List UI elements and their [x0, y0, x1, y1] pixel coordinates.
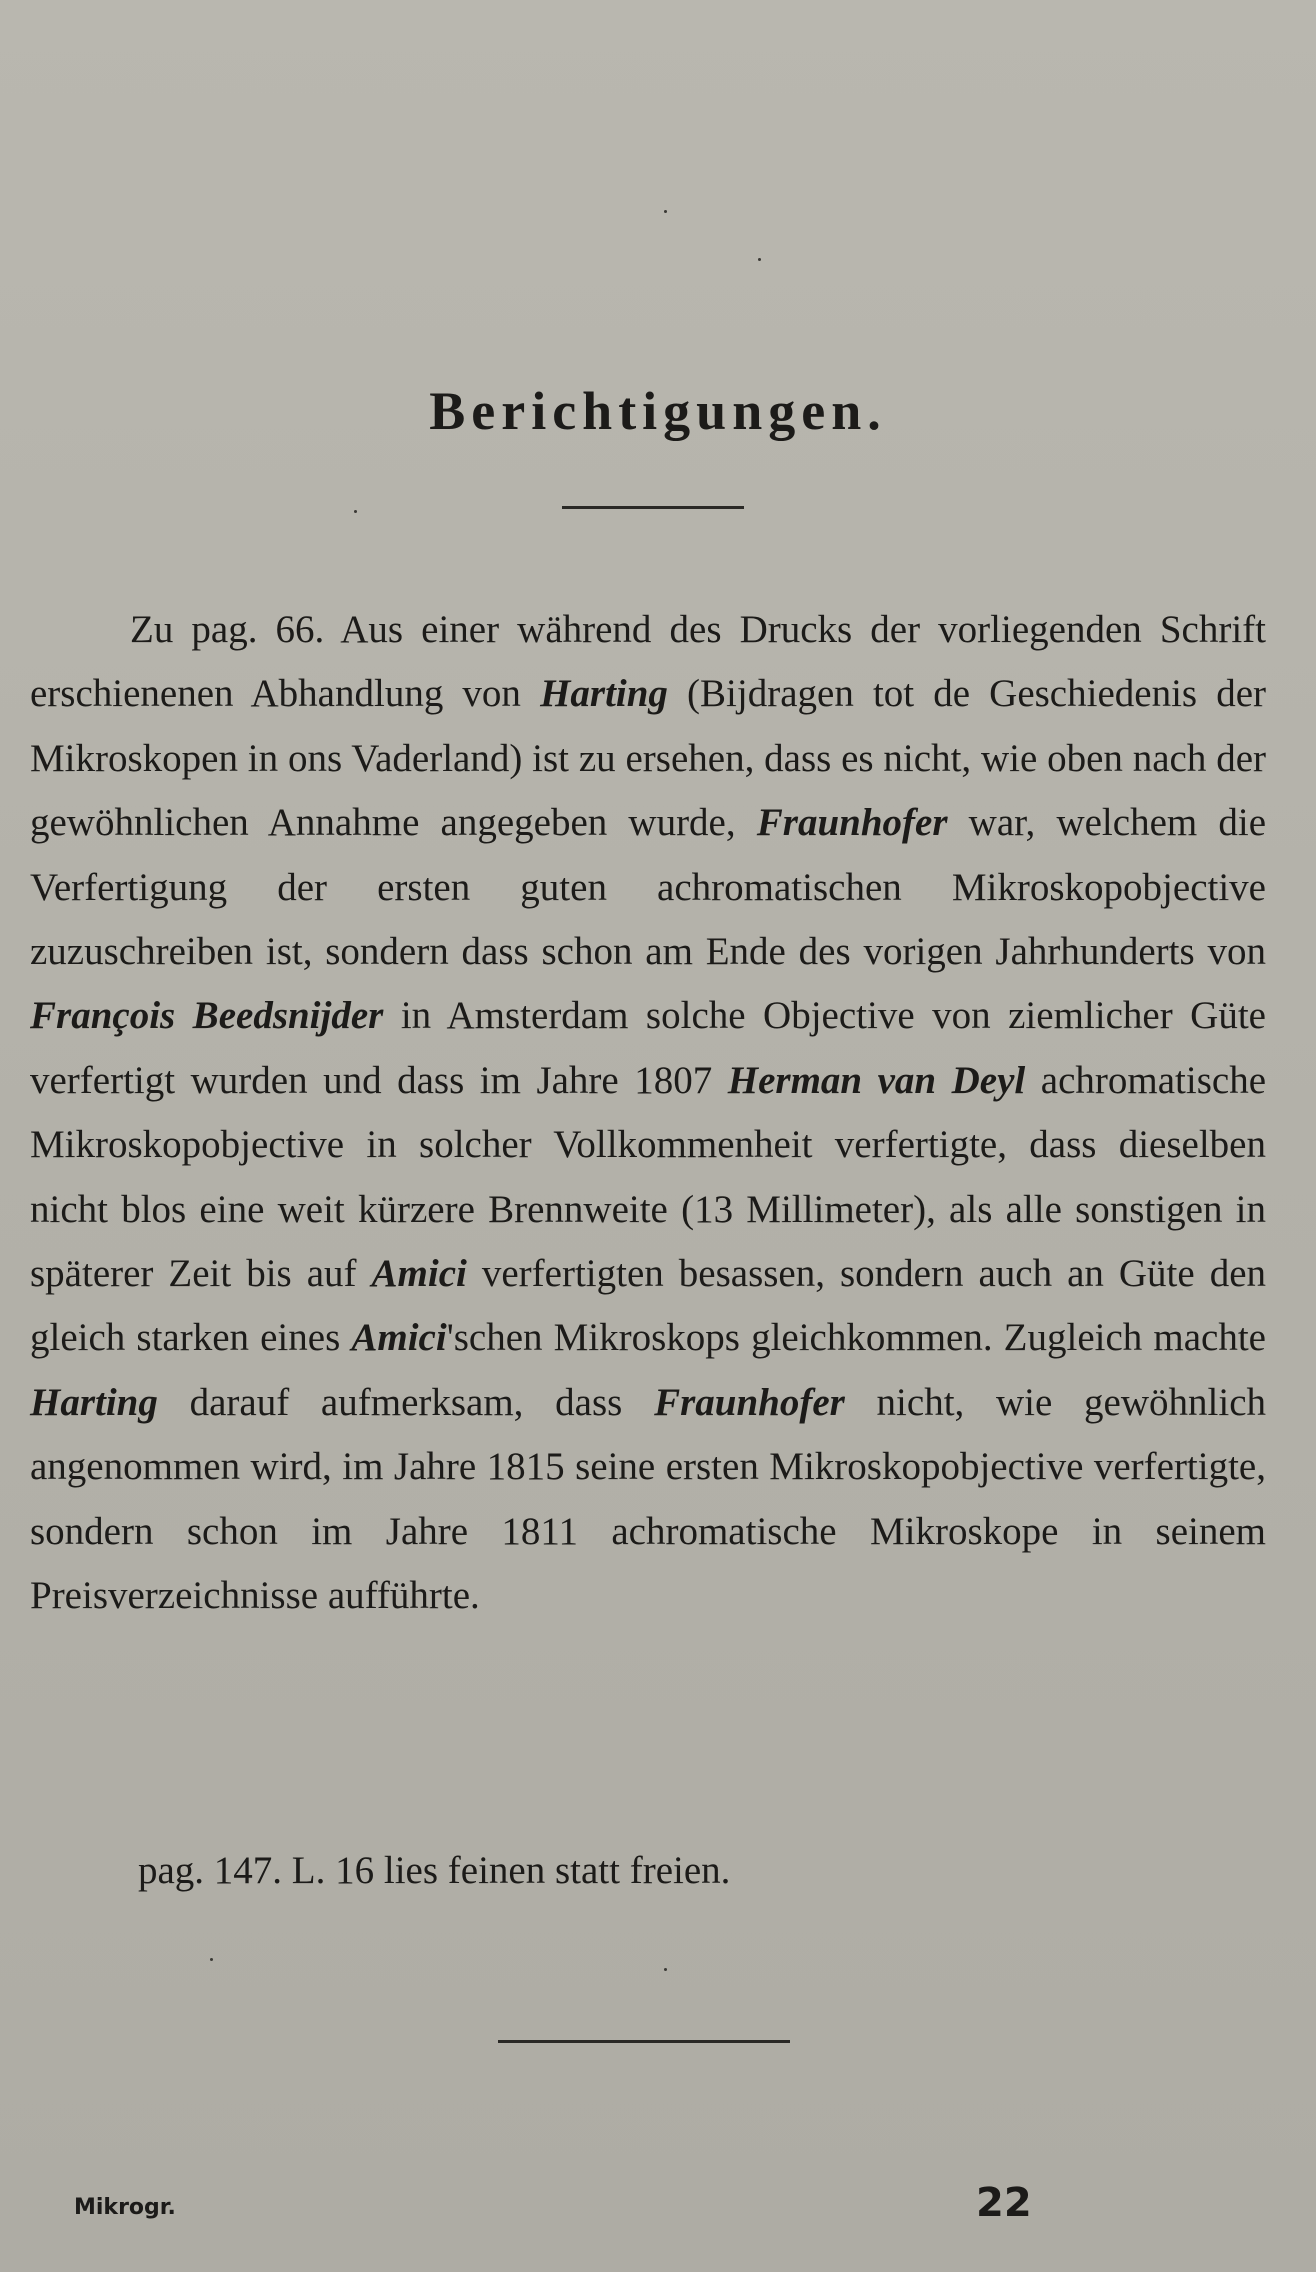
signature-mark: Mikrogr.: [74, 2195, 176, 2220]
text-segment: achromatische Mikroskopobjective in solcher Vollkommenheit verfertigte, dass dieselben nicht blos eine weit kürzere Brennweite (13 Millimeter), als alle sonstigen in späterer Zeit bis auf: [30, 1058, 1266, 1296]
text-segment: 'schen Mikroskops gleichkommen. Zugleich machte: [446, 1316, 1266, 1360]
erratum-line: pag. 147. L. 16 lies feinen statt freien.: [138, 1849, 731, 1892]
text-segment: Zu pag. 66. Aus einer während des Drucks der vorliegenden Schrift erschienenen Abhandlung von: [30, 608, 1266, 716]
person-name: François Beedsnijder: [30, 994, 384, 1038]
correction-paragraph: [30, 598, 1266, 1629]
person-name: Amici: [371, 1252, 467, 1296]
person-name: Harting: [540, 672, 668, 716]
paper-speck: [354, 510, 357, 513]
person-name: Harting: [30, 1380, 158, 1424]
title-divider: [562, 506, 744, 509]
person-name: Fraunhofer: [654, 1380, 845, 1424]
paper-speck: [758, 258, 761, 261]
person-name: Fraunhofer: [756, 801, 948, 845]
paper-speck: [210, 1958, 213, 1961]
text-segment: (Bijdragen tot de Geschiedenis der Mikroskopen in ons Vaderland) ist zu ersehen, dass es nicht, wie oben nach der gewöhnlichen Annahme angegeben wurde,: [30, 672, 1266, 845]
page-number: 22: [976, 2180, 1032, 2226]
text-segment: nicht, wie gewöhnlich angenommen wird, im Jahre 1815 seine ersten Mikroskopobjective verfertigte, sondern schon im Jahre 1811 achromatische Mikroskope in seinem Preisverzeichnisse aufführte.: [30, 1380, 1267, 1618]
text-segment: darauf aufmerksam, dass: [157, 1380, 655, 1424]
text-segment: in Amsterdam solche Objective von ziemlicher Güte verfertigt wurden und dass im Jahre 1807: [30, 994, 1266, 1102]
page-title: Berichtigungen.: [429, 381, 887, 441]
person-name: Amici: [351, 1316, 447, 1360]
paper-speck: [664, 210, 667, 213]
paper-speck: [664, 1968, 667, 1971]
text-segment: verfertigten besassen, sondern auch an Güte den gleich starken eines: [30, 1252, 1267, 1360]
person-name: Herman van Deyl: [727, 1058, 1026, 1102]
closing-divider: [498, 2040, 790, 2043]
text-segment: war, welchem die Verfertigung der ersten guten achromatischen Mikroskopobjective zuzuschreiben ist, sondern dass schon am Ende des vorigen Jahrhunderts von: [30, 801, 1267, 974]
